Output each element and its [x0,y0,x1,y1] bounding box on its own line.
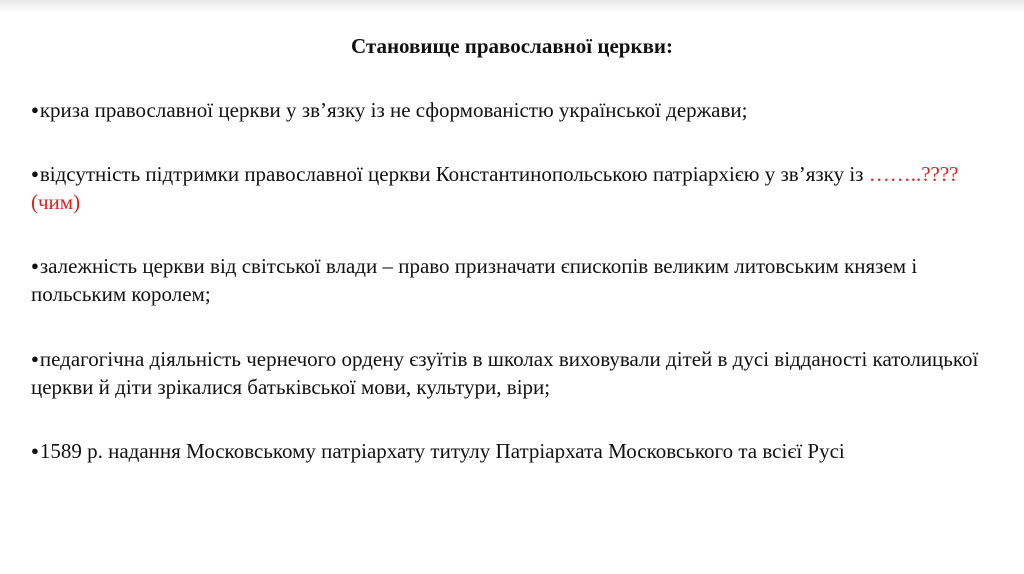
bullet-text: відсутність підтримки православної церкви Константинопольською патріархією у зв’язку із [39,162,869,186]
bullet-icon: ● [31,443,39,458]
slide-title: Становище православної церкви: [350,34,673,58]
bullet-icon: ● [31,166,39,181]
bullet-text: залежність церкви від світської влади – право призначати єпископів великим литовським князем і польським королем; [31,254,918,306]
bullet-icon: ● [31,258,39,273]
bullet-text: педагогічна діяльність чернечого ордену єзуїтів в школах виховували дітей в дусі відданості католицької церкви й діти зрікалися батьківської мови, культури, віри; [31,347,979,399]
bullet-item-5 [31,437,993,465]
bullet-item-2 [31,160,993,216]
bullet-highlight-text: ……..???? (чим) [31,162,959,214]
bullet-item-4 [31,345,993,401]
bullet-icon: ● [31,102,39,117]
bullet-item-1 [31,96,993,124]
bullet-icon: ● [31,351,39,366]
bullet-text: криза православної церкви у зв’язку із не сформованістю української держави; [39,98,748,122]
bullet-item-3 [31,252,993,308]
bullet-text: 1589 р. надання Московському патріархату титулу Патріархата Московського та всієї Русі [39,439,845,463]
